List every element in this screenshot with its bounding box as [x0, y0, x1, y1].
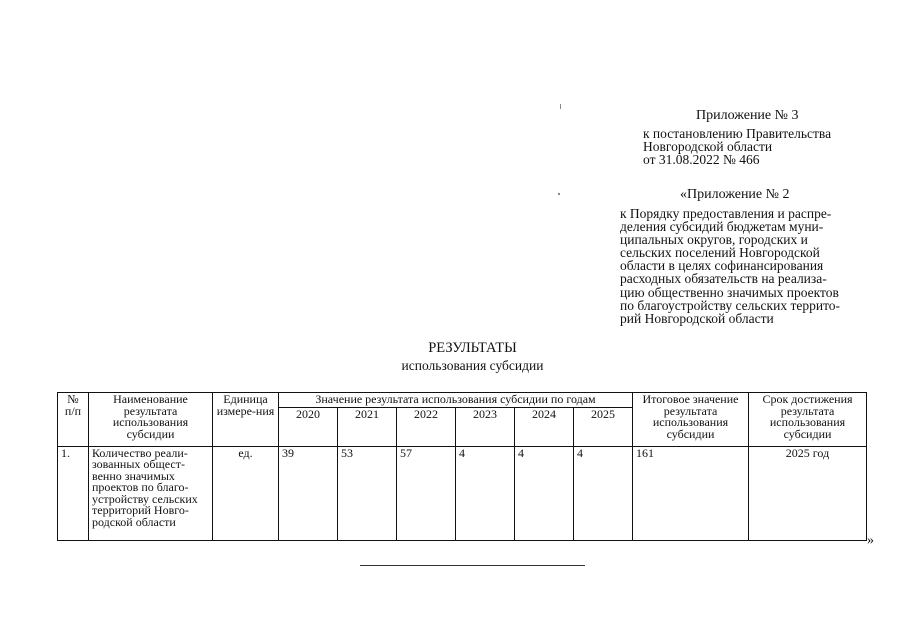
header-unit: Единица измере-ния: [213, 393, 279, 447]
original-annex-line: цию общественно значимых проектов: [620, 284, 839, 300]
scan-speck: [560, 104, 561, 109]
header-values-group: Значение результата использования субсидии по годам: [279, 393, 633, 408]
document-subtitle: использования субсидии: [401, 358, 544, 373]
closing-quote-mark: »: [867, 533, 874, 548]
header-num: № п/п: [58, 393, 89, 447]
original-annex-line: к Порядку предоставления и распре-: [620, 206, 832, 221]
header-name: Наименование результата использования субсидии: [89, 393, 213, 447]
cell-unit: ед.: [213, 446, 279, 540]
document-title: РЕЗУЛЬТАТЫ: [428, 340, 517, 356]
header-year: 2021: [338, 407, 397, 446]
annex-reference-line: от 31.08.2022 № 466: [643, 152, 760, 167]
header-year: 2025: [574, 407, 633, 446]
header-deadline: Срок достижения результата использования субсидии: [749, 393, 867, 447]
original-annex-title: «Приложение № 2: [680, 187, 790, 202]
header-year: 2020: [279, 407, 338, 446]
footer-divider-line: [360, 565, 585, 566]
scan-speck: [558, 193, 560, 195]
results-table: [57, 392, 867, 541]
header-total: Итоговое значение результата использования субсидии: [633, 393, 749, 447]
original-annex-line: сельских поселений Новгородской: [620, 245, 820, 261]
original-annex-line: ципальных округов, городских и: [620, 232, 808, 248]
cell-value-2025: 4: [574, 446, 633, 540]
original-annex-reference: [620, 207, 870, 325]
cell-name: Количество реали-зованных общест-венно значимых проектов по благо-устройству сельских территорий Новго-родской области: [89, 446, 213, 540]
cell-value-2024: 4: [515, 446, 574, 540]
cell-total: 161: [633, 446, 749, 540]
original-annex-line: рий Новгородской области: [620, 310, 774, 326]
original-annex-line: расходных обязательств на реализа-: [620, 271, 827, 287]
annex-reference-line: к постановлению Правительства: [643, 126, 832, 141]
header-year: 2024: [515, 407, 574, 446]
cell-value-2023: 4: [456, 446, 515, 540]
annex-reference-line: Новгородской области: [643, 139, 773, 154]
header-year: 2023: [456, 407, 515, 446]
cell-value-2020: 39: [279, 446, 338, 540]
cell-num: 1.: [58, 446, 89, 540]
annex-title: Приложение № 3: [696, 108, 799, 123]
cell-value-2021: 53: [338, 446, 397, 540]
original-annex-line: по благоустройству сельских террито-: [620, 297, 841, 313]
original-annex-line: области в целях софинансирования: [620, 258, 824, 274]
header-year: 2022: [397, 407, 456, 446]
annex-reference: [643, 127, 831, 166]
table-row: [58, 446, 867, 540]
original-annex-line: деления субсидий бюджетам муни-: [620, 219, 824, 235]
cell-deadline: 2025 год: [749, 446, 867, 540]
cell-value-2022: 57: [397, 446, 456, 540]
